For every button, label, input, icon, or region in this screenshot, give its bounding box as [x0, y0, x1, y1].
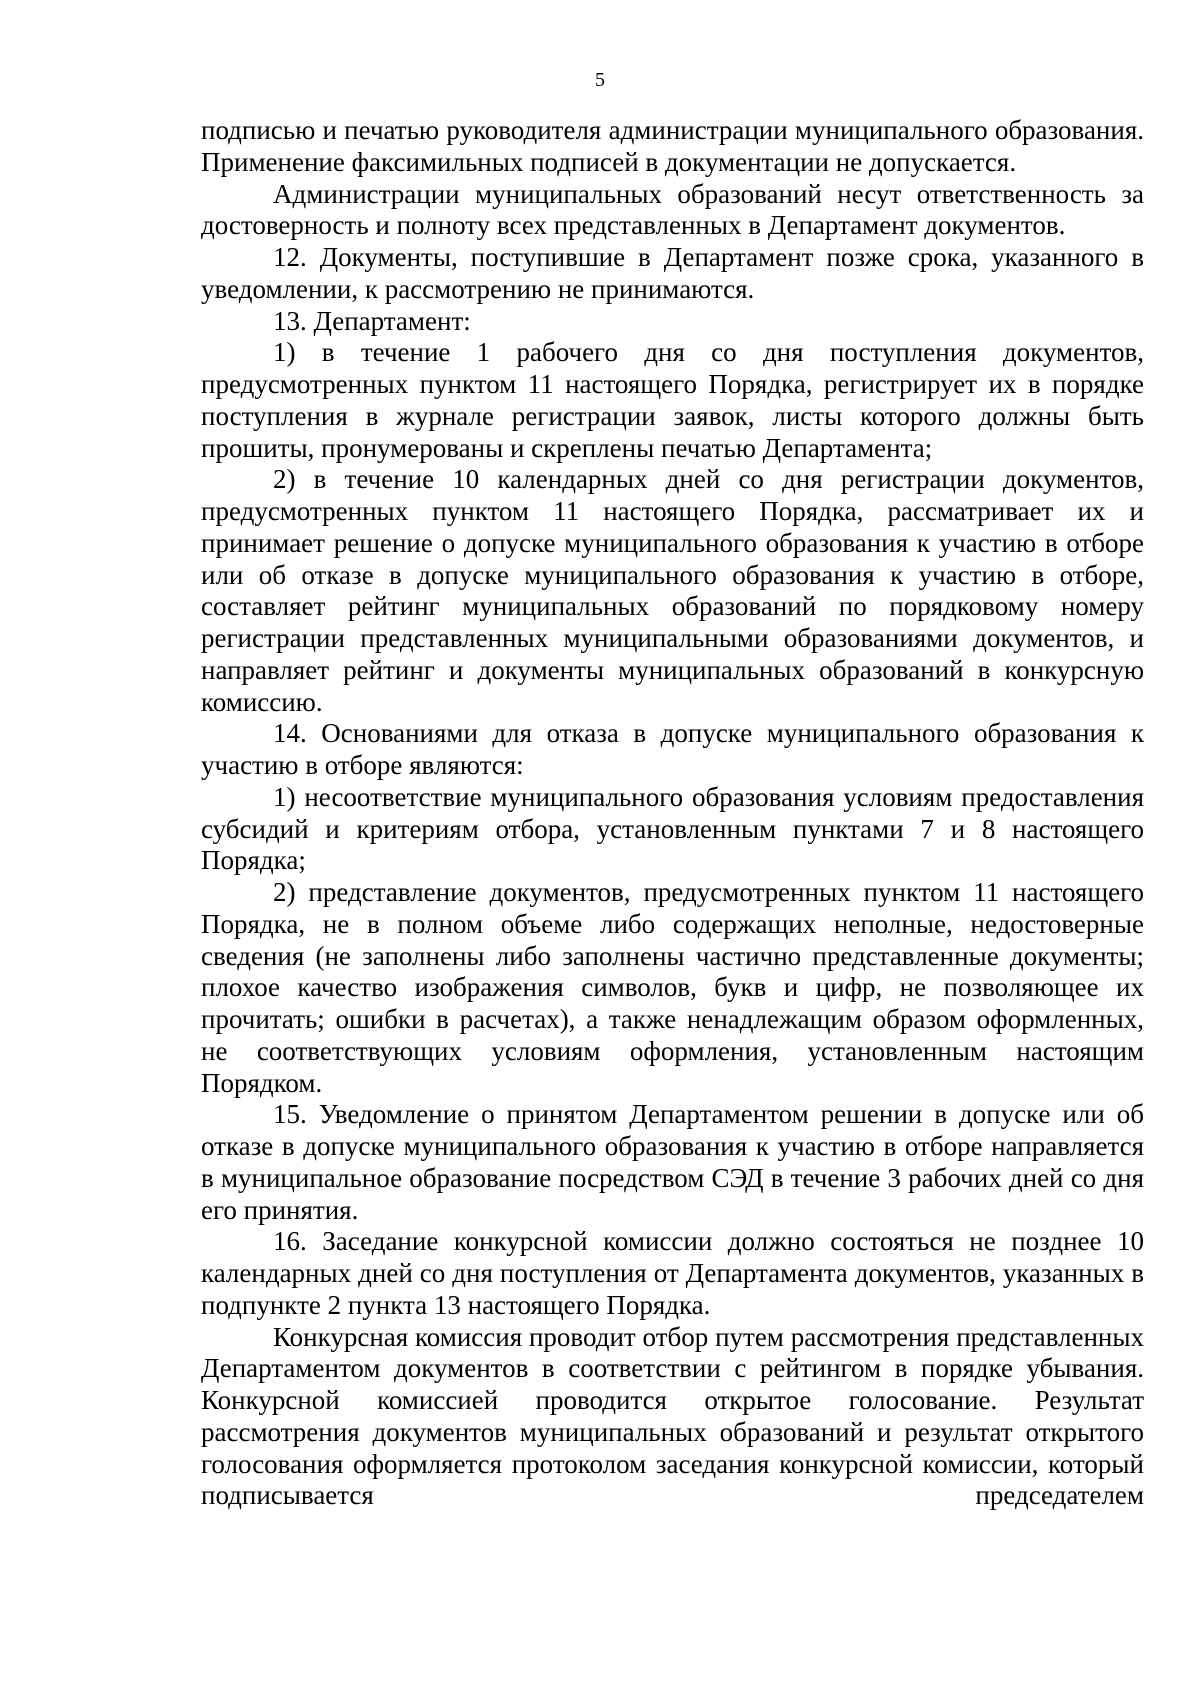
paragraph-14-item-1: 1) несоответствие муниципального образования условиям предоставления субсидий и критериям отбора, установленным пунктами 7 и 8 настоящего Порядка;: [201, 781, 1144, 876]
paragraph-responsibility: Администрации муниципальных образований несут ответственность за достоверность и полноту всех представленных в Департамент документов.: [201, 178, 1144, 241]
paragraph-16: 16. Заседание конкурсной комиссии должно состояться не позднее 10 календарных дней со дня поступления от Департамента документов, указанных в подпункте 2 пункта 13 настоящего Порядка.: [201, 1226, 1144, 1320]
paragraph-14: 14. Основаниями для отказа в допуске муниципального образования к участию в отборе являются:: [201, 718, 1144, 780]
paragraph-13-item-2: 2) в течение 10 календарных дней со дня регистрации документов, предусмотренных пунктом 11 настоящего Порядка, рассматривает их и принимает решение о допуске муниципального образования к участию в отборе или об отказе в допуске муниципального образования к участию в отборе, составляет рейтинг муниципальных образований по порядковому номеру регистрации представленных муниципальными образованиями документов, и направляет рейтинг и документы муниципальных образований в конкурсную комиссию.: [201, 464, 1144, 717]
paragraph-continuation: подписью и печатью руководителя администрации муниципального образования. Применение факсимильных подписей в документации не допускается.: [201, 115, 1144, 177]
paragraph-13: 13. Департамент:: [273, 305, 471, 336]
paragraph-14-item-2: 2) представление документов, предусмотренных пунктом 11 настоящего Порядка, не в полном объеме либо содержащих неполные, недостоверные сведения (не заполнены либо заполнены частично представленные документы; плохое качество изображения символов, букв и цифр, не позволяющее их прочитать; ошибки в расчетах), а также ненадлежащим образом оформленных, не соответствующих условиям оформления, установленным настоящим Порядком.: [201, 877, 1144, 1098]
paragraph-commission: Конкурсная комиссия проводит отбор путем рассмотрения представленных Департаментом документов в соответствии с рейтингом в порядке убывания. Конкурсной комиссией проводится открытое голосование. Результат рассмотрения документов муниципальных образований и результат открытого голосования оформляется протоколом заседания конкурсной комиссии, который подписывается председателем: [201, 1321, 1144, 1511]
document-body: [201, 115, 1144, 1512]
page-number: 5: [595, 69, 605, 91]
paragraph-15: 15. Уведомление о принятом Департаментом решении в допуске или об отказе в допуске муниципального образования к участию в отборе направляется в муниципальное образование посредством СЭД в течение 3 рабочих дней со дня его принятия.: [201, 1099, 1144, 1225]
paragraph-13-item-1: 1) в течение 1 рабочего дня со дня поступления документов, предусмотренных пунктом 11 настоящего Порядка, регистрирует их в порядке поступления в журнале регистрации заявок, листы которого должны быть прошиты, пронумерованы и скреплены печатью Департамента;: [201, 337, 1144, 463]
paragraph-12: 12. Документы, поступившие в Департамент позже срока, указанного в уведомлении, к рассмотрению не принимаются.: [201, 242, 1144, 304]
